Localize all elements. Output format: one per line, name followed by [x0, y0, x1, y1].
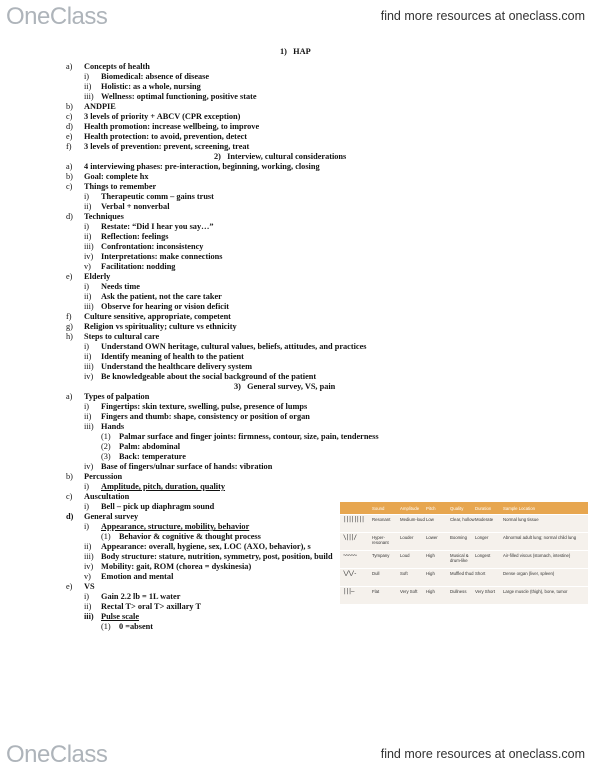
- list-label: ii): [84, 202, 92, 211]
- list-item: Concepts of health: [84, 62, 150, 71]
- list-label: iv): [84, 562, 94, 571]
- table-cell: Loud: [400, 553, 410, 558]
- list-label: iv): [84, 252, 94, 261]
- list-label: iii): [84, 612, 94, 621]
- section-heading-general-survey: 3) General survey, VS, pain: [234, 382, 336, 391]
- table-cell: Normal lung tissue: [503, 517, 539, 522]
- list-item: Religion vs spirituality; culture vs ethnicity: [84, 322, 237, 331]
- section-heading-interview: 2) Interview, cultural considerations: [214, 152, 347, 161]
- list-label: g): [66, 322, 73, 331]
- list-item: Amplitude, pitch, duration, quality: [101, 482, 226, 491]
- list-label: i): [84, 222, 90, 231]
- list-label: i): [84, 592, 90, 601]
- list-item: Gain 2.2 lb = 1L water: [101, 592, 181, 601]
- table-cell: High: [426, 553, 435, 558]
- table-header-cell: Amplitude: [400, 505, 420, 511]
- list-item: Observe for hearing or vision deficit: [101, 302, 230, 311]
- list-item: Reflection: feelings: [101, 232, 169, 241]
- table-header-cell: Duration: [475, 505, 492, 511]
- oneclass-logo[interactable]: [6, 740, 107, 770]
- table-cell: Clear, hollow: [450, 517, 475, 522]
- list-label: iv): [84, 372, 94, 381]
- table-row: [340, 550, 588, 568]
- logo-text: OneClass: [6, 3, 108, 30]
- list-item: Auscultation: [84, 492, 130, 501]
- table-row: [340, 568, 588, 586]
- list-item: Palmar surface and finger joints: firmness, contour, size, pain, tenderness: [119, 432, 379, 441]
- table-header-row: [340, 502, 588, 514]
- waveform-icon: ||||||||: [343, 516, 364, 523]
- list-item: Emotion and mental: [101, 572, 174, 581]
- table-cell: Louder: [400, 535, 414, 540]
- table-header-cell: Sound: [372, 505, 385, 511]
- list-label: c): [66, 492, 73, 501]
- list-item: Holistic: as a whole, nursing: [101, 82, 201, 91]
- list-label: f): [66, 142, 72, 151]
- list-item: Therapeutic comm – gains trust: [101, 192, 214, 201]
- list-label: i): [84, 482, 90, 491]
- list-item: ANDPIE: [84, 102, 116, 111]
- list-item: Hands: [101, 422, 125, 431]
- waveform-icon: \|||/: [343, 534, 357, 541]
- list-label: ii): [84, 232, 92, 241]
- waveform-icon: \/\/-: [343, 570, 357, 577]
- list-label: e): [66, 132, 73, 141]
- table-header-cell: Sample Location: [503, 505, 536, 511]
- list-label: (1): [101, 622, 111, 631]
- list-item: Verbal + nonverbal: [101, 202, 170, 211]
- list-item: Wellness: optimal functioning, positive state: [101, 92, 257, 101]
- list-item: Fingertips: skin texture, swelling, pulse, presence of lumps: [101, 402, 308, 411]
- list-item: 3 levels of prevention: prevent, screening, treat: [84, 142, 250, 151]
- table-cell: Dense organ (liver, spleen): [503, 571, 555, 576]
- list-item: Confrontation: inconsistency: [101, 242, 204, 251]
- list-label: (3): [101, 452, 111, 461]
- list-label: iv): [84, 462, 94, 471]
- list-item: 4 interviewing phases: pre-interaction, beginning, working, closing: [84, 162, 320, 171]
- list-item: General survey: [84, 512, 139, 521]
- list-item: Ask the patient, not the care taker: [101, 292, 222, 301]
- list-label: v): [84, 262, 91, 271]
- table-cell: Medium-loud: [400, 517, 425, 522]
- list-item: Restate: “Did I hear you say…”: [101, 222, 214, 231]
- list-item: Bell – pick up diaphragm sound: [101, 502, 215, 511]
- list-label: i): [84, 72, 90, 81]
- table-cell: Soft: [400, 571, 408, 576]
- list-item: Understand OWN heritage, cultural values, beliefs, attitudes, and practices: [101, 342, 367, 351]
- waveform-icon: ~~~~~: [343, 552, 357, 559]
- resources-link[interactable]: find more resources at oneclass.com: [380, 747, 585, 761]
- list-label: i): [84, 402, 90, 411]
- list-label: i): [84, 192, 90, 201]
- list-label: ii): [84, 352, 92, 361]
- list-item: Things to remember: [84, 182, 157, 191]
- list-item: Techniques: [84, 212, 124, 221]
- table-cell: Abnormal adult lung; normal child lung: [503, 535, 577, 540]
- list-label: iii): [84, 242, 94, 251]
- table-cell: Dullness: [450, 589, 467, 594]
- list-label: e): [66, 582, 73, 591]
- list-item: Appearance, structure, mobility, behavior: [101, 522, 250, 531]
- list-item: Health promotion: increase wellbeing, to improve: [84, 122, 260, 131]
- table-cell: Low: [426, 517, 434, 522]
- list-item: Identify meaning of health to the patient: [101, 352, 244, 361]
- list-item: Pulse scale: [101, 612, 140, 621]
- page-footer: [0, 738, 595, 770]
- list-item: Steps to cultural care: [84, 332, 160, 341]
- list-label: b): [66, 102, 73, 111]
- list-label: ii): [84, 542, 92, 551]
- list-item: Goal: complete hx: [84, 172, 149, 181]
- list-label: c): [66, 112, 73, 121]
- list-item: Health protection: to avoid, prevention, detect: [84, 132, 248, 141]
- list-label: iii): [84, 362, 94, 371]
- table-cell: Resonant: [372, 517, 391, 522]
- list-item: Elderly: [84, 272, 111, 281]
- list-item: Palm: abdominal: [119, 442, 181, 451]
- list-label: a): [66, 162, 73, 171]
- waveform-icon: |||—: [343, 588, 354, 595]
- list-item: Types of palpation: [84, 392, 150, 401]
- list-label: c): [66, 182, 73, 191]
- table-cell: Hyper-resonant: [372, 535, 389, 545]
- list-label: i): [84, 522, 90, 531]
- list-label: ii): [84, 82, 92, 91]
- list-label: a): [66, 392, 73, 401]
- list-item: Mobility: gait, ROM (chorea = dyskinesia): [101, 562, 252, 571]
- table-header-cell: Pitch: [426, 505, 436, 511]
- list-label: (2): [101, 442, 111, 451]
- percussion-sounds-table: [340, 502, 588, 604]
- list-item: 0 =absent: [119, 622, 154, 631]
- table-cell: Musical & drum-like: [450, 553, 469, 563]
- list-item: 3 levels of priority + ABCV (CPR exception): [84, 112, 241, 121]
- list-label: ii): [84, 412, 92, 421]
- table-cell: Dull: [372, 571, 380, 576]
- table-cell: Moderate: [475, 517, 494, 522]
- list-label: d): [66, 122, 73, 131]
- list-item: Be knowledgeable about the social background of the patient: [101, 372, 317, 381]
- table-cell: High: [426, 571, 435, 576]
- table-header-cell: Quality: [450, 505, 464, 511]
- list-item: Fingers and thumb: shape, consistency or position of organ: [101, 412, 310, 421]
- table-cell: Large muscle (thigh), bone, tumor: [503, 589, 568, 594]
- table-cell: Very Short: [475, 589, 496, 594]
- list-label: e): [66, 272, 73, 281]
- table-cell: Short: [475, 571, 486, 576]
- list-label: iii): [84, 302, 94, 311]
- table-cell: Longest: [475, 553, 491, 558]
- list-label: iii): [84, 422, 94, 431]
- list-label: iii): [84, 552, 94, 561]
- list-label: ii): [84, 292, 92, 301]
- list-item: Percussion: [84, 472, 123, 481]
- list-label: f): [66, 312, 72, 321]
- list-item: Rectal T> oral T> axillary T: [101, 602, 202, 611]
- resources-link[interactable]: find more resources at oneclass.com: [380, 9, 585, 23]
- table-cell: Very Soft: [400, 589, 418, 594]
- list-label: d): [66, 512, 74, 521]
- list-label: d): [66, 212, 73, 221]
- list-item: Base of fingers/ulnar surface of hands: vibration: [101, 462, 273, 471]
- list-label: a): [66, 62, 73, 71]
- list-label: ii): [84, 602, 92, 611]
- list-label: iii): [84, 92, 94, 101]
- section-heading-hap: 1) HAP: [280, 47, 311, 56]
- list-label: (1): [101, 432, 111, 441]
- list-item: Understand the healthcare delivery system: [101, 362, 253, 371]
- table-cell: Tympany: [372, 553, 390, 558]
- table-cell: High: [426, 589, 435, 594]
- logo-text: OneClass: [6, 741, 108, 768]
- list-item: Needs time: [101, 282, 140, 291]
- list-item: Facilitation: nodding: [101, 262, 176, 271]
- list-item: Back: temperature: [119, 452, 186, 461]
- list-label: b): [66, 172, 73, 181]
- list-item: Behavior & cognitive & thought process: [119, 532, 261, 541]
- table-row: [340, 586, 588, 604]
- list-item: Biomedical: absence of disease: [101, 72, 210, 81]
- list-item: Interpretations: make connections: [101, 252, 223, 261]
- table-row: [340, 532, 588, 550]
- table-cell: Air-filled viscus (stomach, intestine): [503, 553, 571, 558]
- table-cell: Longer: [475, 535, 489, 540]
- list-item: VS: [84, 582, 95, 591]
- list-label: h): [66, 332, 73, 341]
- table-cell: Flat: [372, 589, 380, 594]
- list-label: i): [84, 502, 90, 511]
- table-cell: Booming: [450, 535, 467, 540]
- list-label: i): [84, 342, 90, 351]
- list-item: Culture sensitive, appropriate, competent: [84, 312, 231, 321]
- list-item: Body structure: stature, nutrition, symmetry, post, position, build: [101, 552, 333, 561]
- table-cell: Lower: [426, 535, 438, 540]
- table-row: [340, 514, 588, 532]
- list-label: b): [66, 472, 73, 481]
- table-cell: Muffled thud: [450, 571, 474, 576]
- list-label: v): [84, 572, 91, 581]
- list-item: Appearance: overall, hygiene, sex, LOC (AXO, behavior), s: [101, 542, 311, 551]
- list-label: i): [84, 282, 90, 291]
- list-label: (1): [101, 532, 111, 541]
